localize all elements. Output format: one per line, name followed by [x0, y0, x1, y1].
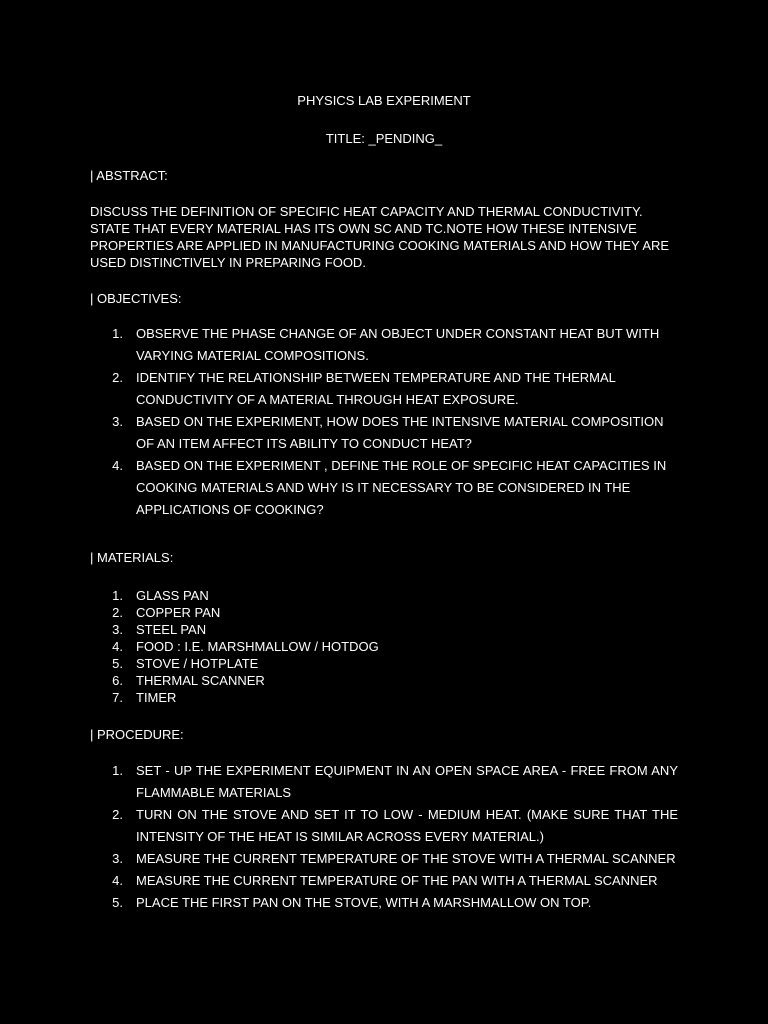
list-item-text: FOOD : I.E. MARSHMALLOW / HOTDOG — [136, 639, 379, 654]
objectives-list — [90, 323, 678, 521]
list-number: 5. — [112, 656, 123, 671]
document-title: PHYSICS LAB EXPERIMENT — [297, 93, 471, 108]
list-item-text: THERMAL SCANNER — [136, 673, 265, 688]
list-number: 2. — [112, 605, 123, 620]
list-item — [90, 848, 678, 870]
materials-heading: | MATERIALS: — [90, 550, 174, 565]
list-item — [90, 892, 678, 914]
list-item — [90, 455, 678, 521]
list-number: 7. — [112, 690, 123, 705]
list-item — [90, 870, 678, 892]
list-item — [90, 411, 678, 455]
list-number: 2. — [112, 370, 123, 385]
list-item-text: BASED ON THE EXPERIMENT , DEFINE THE ROLE OF SPECIFIC HEAT CAPACITIES IN COOKING MATERIALS AND WHY IS IT NECESSARY TO BE CONSIDERED IN THE APPLICATIONS OF COOKING? — [136, 458, 667, 517]
list-item-text: STOVE / HOTPLATE — [136, 656, 259, 671]
list-number: 3. — [112, 622, 123, 637]
list-item — [90, 689, 678, 706]
list-item-text: PLACE THE FIRST PAN ON THE STOVE, WITH A MARSHMALLOW ON TOP. — [136, 895, 592, 910]
list-number: 1. — [112, 588, 123, 603]
list-item-text: MEASURE THE CURRENT TEMPERATURE OF THE STOVE WITH A THERMAL SCANNER — [136, 851, 676, 866]
list-item-text: IDENTIFY THE RELATIONSHIP BETWEEN TEMPERATURE AND THE THERMAL CONDUCTIVITY OF A MATERIAL THROUGH HEAT EXPOSURE. — [136, 370, 616, 407]
list-number: 3. — [112, 414, 123, 429]
abstract-text: DISCUSS THE DEFINITION OF SPECIFIC HEAT CAPACITY AND THERMAL CONDUCTIVITY. STATE THAT EVERY MATERIAL HAS ITS OWN SC AND TC.NOTE HOW THESE INTENSIVE PROPERTIES ARE APPLIED IN MANUFACTURING COOKING MATERIALS AND HOW THEY ARE USED DISTINCTIVELY IN PREPARING FOOD. — [90, 204, 670, 270]
abstract-heading: | ABSTRACT: — [90, 168, 168, 183]
list-number: 4. — [112, 873, 123, 888]
list-number: 4. — [112, 458, 123, 473]
list-item — [90, 760, 678, 804]
list-item-text: STEEL PAN — [136, 622, 207, 637]
list-number: 5. — [112, 895, 123, 910]
list-item — [90, 621, 678, 638]
objectives-heading: | OBJECTIVES: — [90, 291, 182, 306]
list-number: 1. — [112, 763, 123, 778]
list-number: 4. — [112, 639, 123, 654]
list-item — [90, 655, 678, 672]
list-item-text: TIMER — [136, 690, 177, 705]
list-item — [90, 638, 678, 655]
list-item — [90, 323, 678, 367]
list-item-text: GLASS PAN — [136, 588, 209, 603]
list-item — [90, 604, 678, 621]
list-item-text: BASED ON THE EXPERIMENT, HOW DOES THE INTENSIVE MATERIAL COMPOSITION OF AN ITEM AFFECT ITS ABILITY TO CONDUCT HEAT? — [136, 414, 664, 451]
list-number: 3. — [112, 851, 123, 866]
list-item-text: MEASURE THE CURRENT TEMPERATURE OF THE PAN WITH A THERMAL SCANNER — [136, 873, 658, 888]
list-item-text: COPPER PAN — [136, 605, 221, 620]
list-item — [90, 672, 678, 689]
list-item — [90, 804, 678, 848]
document-subtitle: TITLE: _PENDING_ — [325, 131, 443, 146]
list-number: 2. — [112, 807, 123, 822]
list-number: 6. — [112, 673, 123, 688]
list-item — [90, 587, 678, 604]
procedure-list — [90, 760, 678, 914]
list-item-text: TURN ON THE STOVE AND SET IT TO LOW - MEDIUM HEAT. (MAKE SURE THAT THE INTENSITY OF THE HEAT IS SIMILAR ACROSS EVERY MATERIAL.) — [136, 807, 678, 844]
list-number: 1. — [112, 326, 123, 341]
list-item-text: OBSERVE THE PHASE CHANGE OF AN OBJECT UNDER CONSTANT HEAT BUT WITH VARYING MATERIAL COMPOSITIONS. — [136, 326, 660, 363]
list-item-text: SET - UP THE EXPERIMENT EQUIPMENT IN AN OPEN SPACE AREA - FREE FROM ANY FLAMMABLE MATERIALS — [136, 763, 678, 800]
list-item — [90, 367, 678, 411]
materials-list — [90, 587, 678, 706]
procedure-heading: | PROCEDURE: — [90, 727, 184, 742]
